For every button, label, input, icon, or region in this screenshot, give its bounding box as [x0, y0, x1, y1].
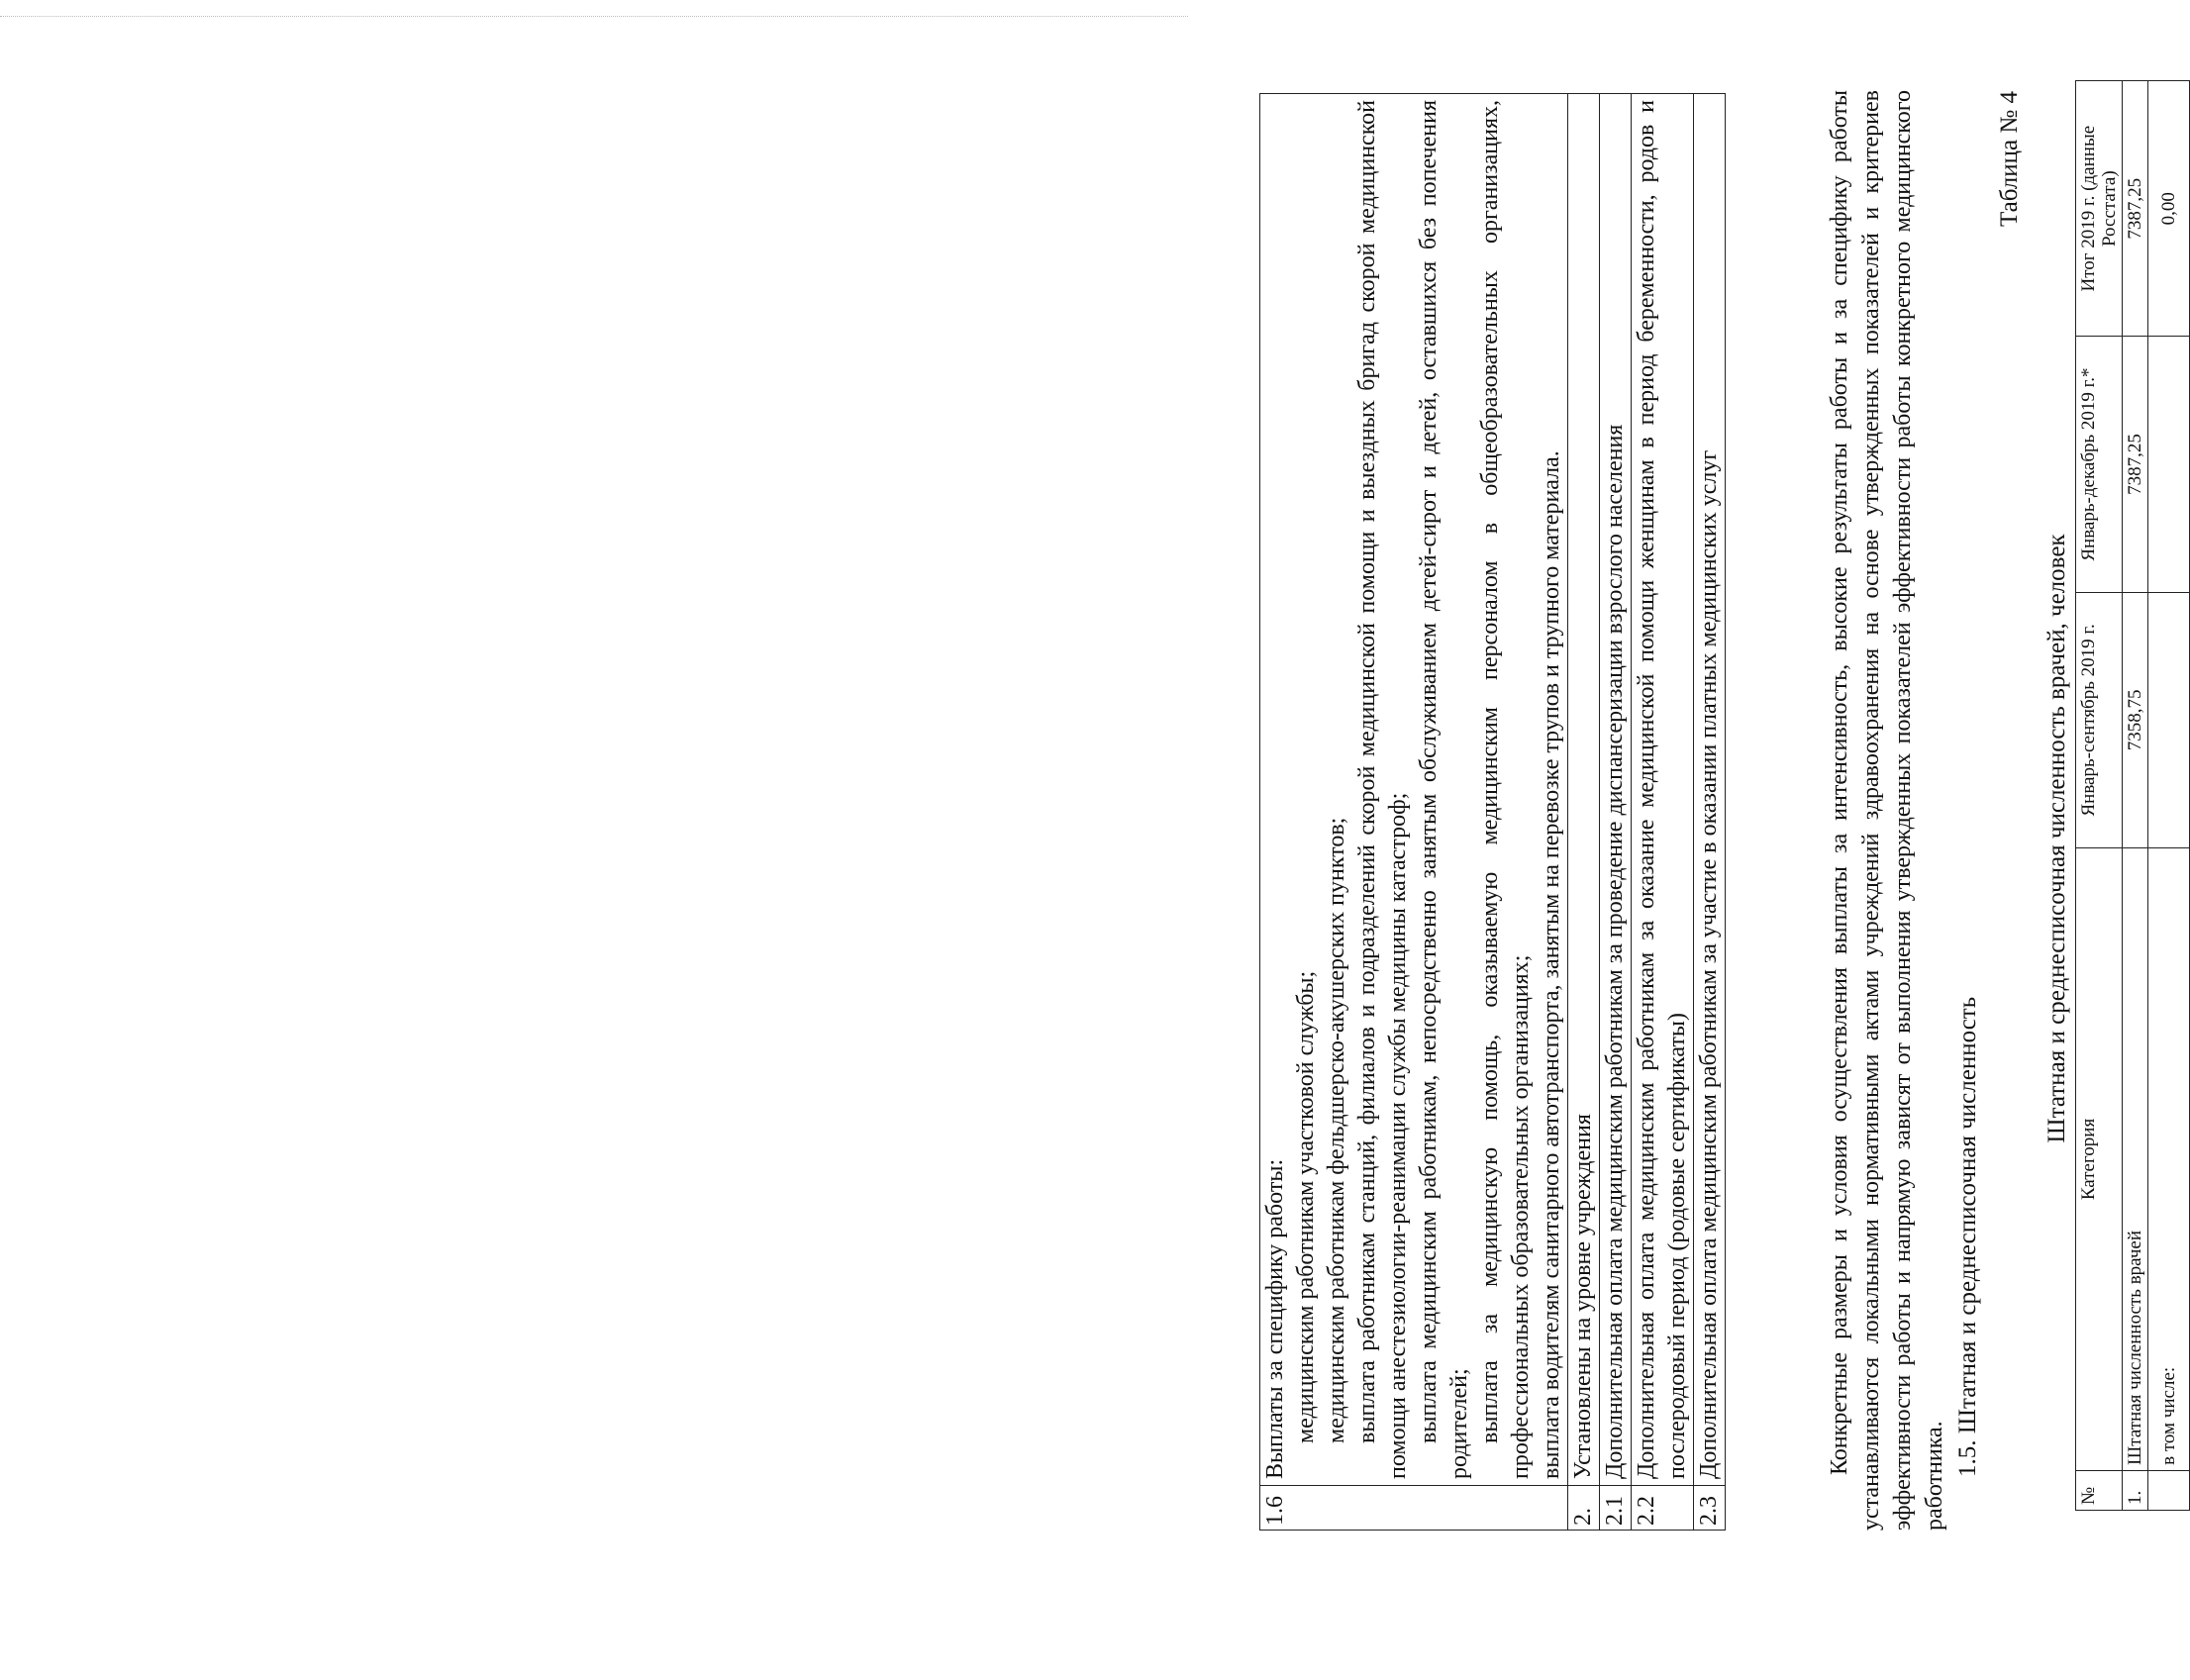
cell-value: 0,00: [2148, 81, 2190, 337]
header-period-2: Январь-декабрь 2019 г.*: [2076, 337, 2123, 592]
table-row: [1568, 94, 1600, 1531]
table-row: [1260, 94, 1568, 1531]
header-period-3: Итог 2019 г. (данные Росстата): [2076, 81, 2123, 337]
line: выплата работникам станций, филиалов и подразделений скорой медицинской помощи и выездных бригад скорой медицинской помощи анестезиологии-реанимации службы медицины катастроф;: [1354, 100, 1411, 1479]
line: медицинским работникам участковой службы;: [1293, 970, 1319, 1443]
cell-category: Штатная численность врачей: [2123, 848, 2148, 1471]
body-paragraph: Конкретные размеры и условия осуществления выплаты за интенсивность, высокие результаты работы и за специфику работы устанавливаются локальными нормативными актами учреждений здравоохранения на основе утвержденных показателей и критериев эффективности работы и напрямую зависят от выполнения утвержденных показателей эффективности работы конкретного медицинского работника.: [1827, 90, 1947, 1531]
header-period-1: Январь-сентябрь 2019 г.: [2076, 592, 2123, 847]
payments-table: [1259, 93, 1726, 1531]
table-row: [2148, 81, 2190, 1511]
cell-value: 7387,25: [2123, 337, 2148, 592]
cell-category: в том числе:: [2148, 848, 2190, 1471]
row-text: Установлены на уровне учреждения: [1568, 94, 1600, 1486]
table-label: Таблица № 4: [1996, 91, 2023, 228]
line: Выплаты за специфику работы:: [1262, 1158, 1288, 1479]
cell-value: 7387,25: [2123, 81, 2148, 337]
line: выплата медицинским работникам, непосредственно занятым обслуживанием детей-сирот и детей, оставшихся без попечения родителей;: [1416, 100, 1472, 1479]
line: выплата за медицинскую помощь, оказываемую медицинским персоналом в общеобразовательных организациях, профессиональных образовательных организациях;: [1477, 100, 1534, 1479]
table-caption: Штатная и среднесписочная численность врачей, человек: [2043, 534, 2070, 1143]
line: медицинским работникам фельдшерско-акушерских пунктов;: [1324, 817, 1349, 1443]
row-number: 2.2: [1632, 1486, 1694, 1531]
cell-num: [2148, 1470, 2190, 1510]
row-number: 2.: [1568, 1486, 1600, 1531]
table-row: [1632, 94, 1694, 1531]
row-number: 2.1: [1600, 1486, 1632, 1531]
row-text: [1260, 94, 1568, 1486]
row-text: Дополнительная оплата медицинским работникам за проведение диспансеризации взрослого населения: [1600, 94, 1632, 1486]
header-num: №: [2076, 1470, 2123, 1510]
table-header-row: [2076, 81, 2123, 1511]
table-row: [1694, 94, 1726, 1531]
header-category: Категория: [2076, 848, 2123, 1471]
rotated-page: [1196, 71, 2179, 1606]
cell-value: [2148, 337, 2190, 592]
table-row: [2123, 81, 2148, 1511]
row-number: 2.3: [1694, 1486, 1726, 1531]
row-text: Дополнительная оплата медицинским работникам за оказание медицинской помощи женщинам в период беременности, родов и послеродовый период (родовые сертификаты): [1632, 94, 1694, 1486]
cell-num: 1.: [2123, 1470, 2148, 1510]
page-top-rule: [0, 16, 1188, 17]
table-row: [1600, 94, 1632, 1531]
row-number: 1.6: [1260, 1486, 1568, 1531]
row-text: Дополнительная оплата медицинским работникам за участие в оказании платных медицинских услуг: [1694, 94, 1726, 1486]
cell-value: 7358,75: [2123, 592, 2148, 847]
section-title: 1.5. Штатная и среднесписочная численность: [1954, 996, 1981, 1477]
cell-value: [2148, 592, 2190, 847]
staff-table: [2075, 80, 2190, 1511]
line: выплата водителям санитарного автотранспорта, занятым на перевозке трупов и трупного материала.: [1539, 450, 1564, 1479]
